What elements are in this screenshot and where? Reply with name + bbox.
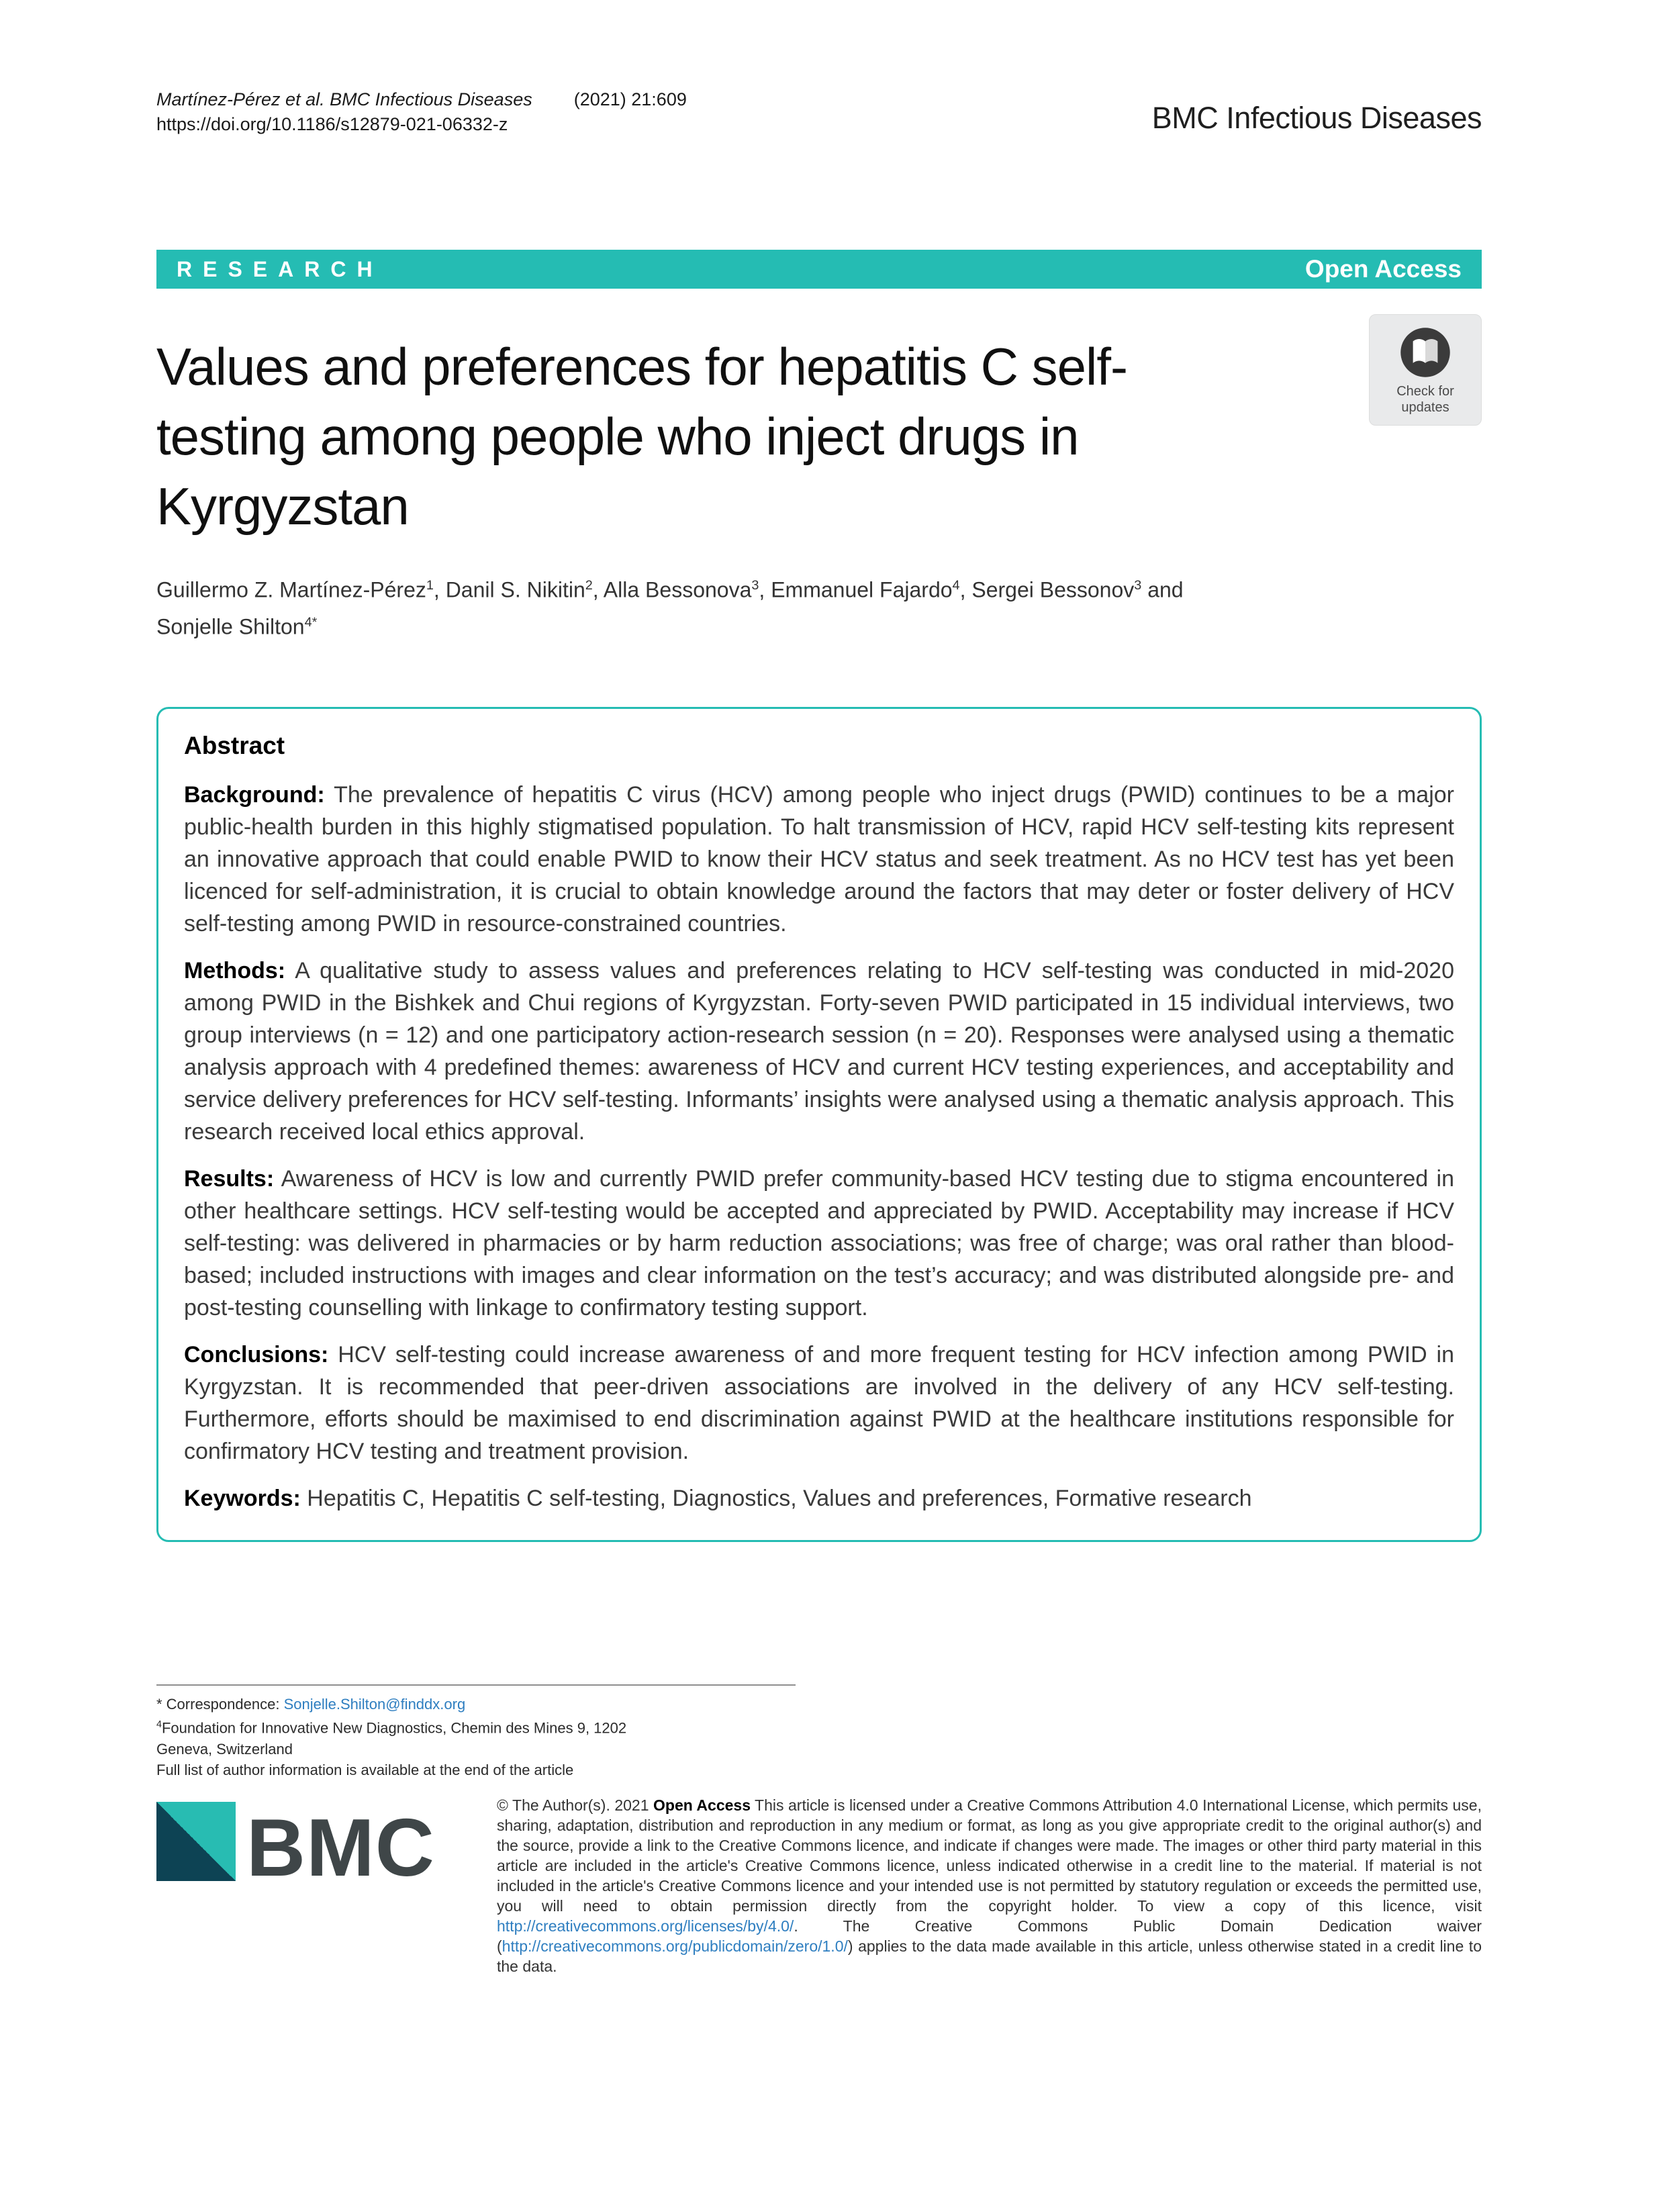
keywords-text: Hepatitis C, Hepatitis C self-testing, Diagnostics, Values and preferences, Formative research: [307, 1486, 1252, 1512]
footnotes-block: [156, 1684, 667, 1780]
crossmark-badge[interactable]: [1369, 314, 1482, 426]
open-access-label: Open Access: [1304, 255, 1462, 283]
crossmark-label: Check for updates: [1396, 384, 1454, 415]
bmc-logo-text: BMC: [246, 1801, 435, 1893]
author-superscript: 1: [426, 578, 434, 593]
research-banner: [156, 250, 1482, 289]
abstract-paragraph-conclusions: [184, 1339, 1454, 1468]
section-label: Methods:: [184, 958, 286, 984]
license-paragraph: © The Author(s). 2021 Open Access This article is licensed under a Creative Commons Attribution 4.0 International License, which permits use, sharing, adaptation, distribution and reproduction in any medium or format, as long as you give appropriate credit to the original author(s) and the source, provide a link to the Creative Commons licence, and indicate if changes were made. The images or other third party material in this article are included in the article's Creative Commons licence, unless indicated otherwise in a credit line to the material. If material is not included in the article's Creative Commons licence and your intended use is not permitted by statutory regulation or exceeds the permitted use, you will need to obtain permission directly from the copyright holder. To view a copy of this licence, visit http://creativecommons.org/licenses/by/4.0/. The Creative Commons Public Domain Dedication waiver (http://creativecommons.org/publicdomain/zero/1.0/) applies to the data made available in this article, unless otherwise stated in a credit line to the data.: [497, 1796, 1482, 1975]
title-line-3: Kyrgyzstan: [156, 477, 409, 536]
abstract-paragraph-results: [184, 1163, 1454, 1324]
author-name: Sonjelle Shilton: [156, 614, 305, 639]
license-link-publicdomain[interactable]: http://creativecommons.org/publicdomain/zero/1.0/: [502, 1937, 848, 1955]
abstract-paragraph-background: [184, 779, 1454, 940]
authors-line: Guillermo Z. Martínez-Pérez$^1$, Danil S. Nikitin$^2$, Alla Bessonova$^3$, Emmanuel Fajardo$^4$, Sergei Bessonov$^3$ and Sonjelle Shilton$^{4*}$: [156, 577, 1184, 639]
abstract-heading: Abstract: [184, 732, 285, 760]
author-name: Alla Bessonova: [603, 577, 752, 602]
author-name: Emmanuel Fajardo: [771, 577, 953, 602]
author-name: Danil S. Nikitin: [445, 577, 585, 602]
banner-section-label: RESEARCH: [177, 256, 383, 281]
title-line-1: Values and preferences for hepatitis C self-: [156, 337, 1127, 396]
crossmark-icon: [1397, 324, 1454, 381]
author-name: Guillermo Z. Martínez-Pérez: [156, 577, 426, 602]
section-label: Background:: [184, 782, 325, 808]
citation-block: [156, 87, 687, 137]
article-title: [156, 332, 1267, 541]
bmc-logo: [156, 1801, 497, 1893]
citation-authors-journal: Martínez-Pérez et al. BMC Infectious Diseases: [156, 89, 532, 109]
author-info-note: Full list of author information is available at the end of the article: [156, 1761, 574, 1778]
publisher-row: [156, 1795, 1482, 2017]
author-name: Sergei Bessonov: [971, 577, 1135, 602]
abstract-paragraph-methods: [184, 955, 1454, 1148]
section-text: The prevalence of hepatitis C virus (HCV) among people who inject drugs (PWID) continues to be a major public-health burden in this highly stigmatised population. To halt transmission of HCV, rapid HCV self-testing kits represent an innovative approach that could enable PWID to know their HCV status and seek treatment. As no HCV test has yet been licenced for self-administration, it is crucial to obtain knowledge around the factors that may deter or foster delivery of HCV self-testing among PWID in resource-constrained countries.: [184, 782, 1454, 937]
footnote-divider: [156, 1684, 796, 1686]
title-row: [156, 332, 1482, 541]
section-text: Awareness of HCV is low and currently PWID prefer community-based HCV testing due to stigma encountered in other healthcare settings. HCV self-testing would be accepted and appreciated by PWID. Acceptability may increase if HCV self-testing: was delivered in pharmacies or by harm reduction associations; was free of charge; was oral rather than blood-based; included instructions with images and clear information on the test’s accuracy; and was distributed alongside pre- and post-testing counselling with linkage to confirmatory testing support.: [184, 1166, 1454, 1321]
license-link-ccby[interactable]: http://creativecommons.org/licenses/by/4.0/: [497, 1917, 794, 1935]
affiliation-note: [156, 1715, 667, 1759]
title-line-2: testing among people who inject drugs in: [156, 407, 1079, 466]
affiliation-text: Foundation for Innovative New Diagnostics, Chemin des Mines 9, 1202 Geneva, Switzerland: [156, 1719, 627, 1758]
author-superscript: 2: [585, 578, 593, 593]
doi-text: https://doi.org/10.1186/s12879-021-06332-z: [156, 114, 508, 134]
open-access-bold: Open Access: [653, 1796, 751, 1814]
citation-issue: (2021) 21:609: [573, 89, 687, 109]
abstract-card: [156, 707, 1482, 1542]
bmc-logo-mark-icon: [156, 1802, 236, 1881]
keywords-line: [184, 1482, 1454, 1514]
author-superscript: 3: [751, 578, 759, 593]
section-label: Results:: [184, 1166, 275, 1192]
affiliation-superscript: 4: [156, 1719, 162, 1731]
section-text: A qualitative study to assess values and preferences relating to HCV self-testing was conducted in mid-2020 among PWID in the Bishkek and Chui regions of Kyrgyzstan. Forty-seven PWID participated in 15 individual interviews, two group interviews (n = 12) and one participatory action-research session (n = 20). Responses were analysed using a thematic analysis approach with 4 predefined themes: awareness of HCV and current HCV testing experiences, and acceptability and service delivery preferences for HCV self-testing. Informants’ insights were analysed using a thematic analysis approach. This research received local ethics approval.: [184, 958, 1454, 1145]
journal-name: BMC Infectious Diseases: [1151, 101, 1482, 135]
correspondence-label: * Correspondence:: [156, 1696, 280, 1713]
citation-line: [156, 87, 687, 112]
section-label: Conclusions:: [184, 1342, 329, 1368]
section-text: HCV self-testing could increase awareness of and more frequent testing for HCV infection among PWID in Kyrgyzstan. It is recommended that peer-driven associations are involved in the delivery of any HCV self-testing. Furthermore, efforts should be maximised to end discrimination against PWID at the healthcare institutions responsible for confirmatory HCV testing and treatment provision.: [184, 1342, 1454, 1465]
publisher-logo-column: [156, 1795, 497, 1976]
author-superscript: 4: [952, 578, 960, 593]
correspondence-email-link[interactable]: Sonjelle.Shilton@finddx.org: [283, 1696, 466, 1713]
correspondence-note: [156, 1694, 667, 1715]
keywords-label: Keywords:: [184, 1486, 301, 1512]
page-header: [156, 87, 1482, 137]
author-superscript: 3: [1134, 578, 1142, 593]
author-superscript: 4*: [304, 614, 318, 630]
